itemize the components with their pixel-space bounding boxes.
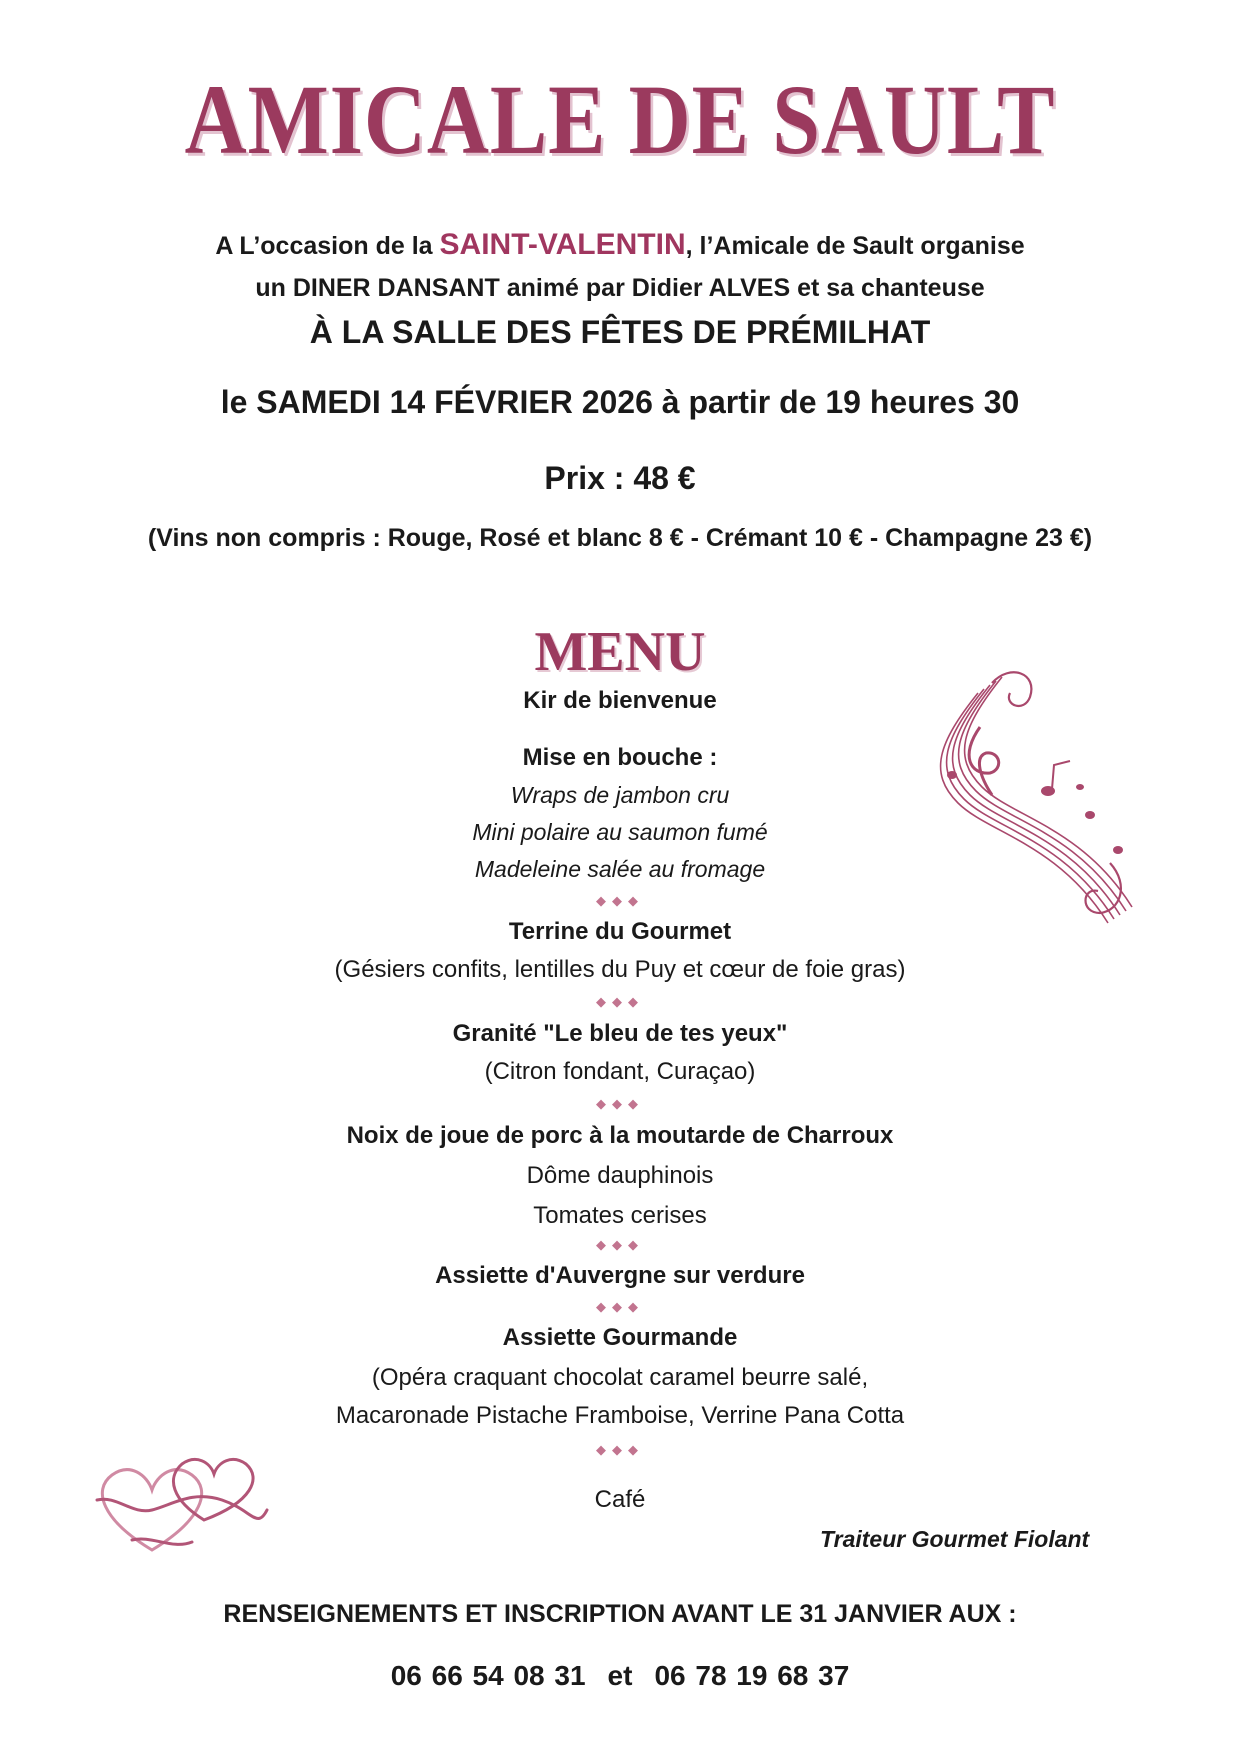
menu-separator: ◆◆◆ xyxy=(596,1096,644,1111)
date-line: le SAMEDI 14 FÉVRIER 2026 à partir de 19 heures 30 xyxy=(220,384,1020,420)
venue-line: À LA SALLE DES FÊTES DE PRÉMILHAT xyxy=(309,314,931,350)
intro-line-2: un DINER DANSANT animé par Didier ALVES et sa chanteuse xyxy=(255,274,985,302)
menu-amuse-item: Wraps de jambon cru xyxy=(510,782,730,808)
phone-conjunction: et xyxy=(607,1660,633,1691)
menu-coffee: Café xyxy=(594,1486,646,1513)
page-title: AMICALE DE SAULT xyxy=(184,64,1056,175)
menu-terrine: Terrine du Gourmet xyxy=(508,918,732,945)
menu-title: MENU xyxy=(534,621,706,683)
registration-info: RENSEIGNEMENTS ET INSCRIPTION AVANT LE 31 JANVIER AUX : xyxy=(223,1600,1017,1628)
menu-amuse-heading: Mise en bouche : xyxy=(522,744,718,771)
price-line: Prix : 48 € xyxy=(544,460,696,496)
hearts-icon xyxy=(92,1440,272,1560)
menu-separator: ◆◆◆ xyxy=(596,893,644,908)
saint-valentin-highlight: SAINT-VALENTIN xyxy=(439,228,686,261)
menu-welcome: Kir de bienvenue xyxy=(523,687,717,714)
music-notes-icon xyxy=(930,665,1160,925)
menu-separator: ◆◆◆ xyxy=(596,1237,644,1252)
intro-line-1 xyxy=(0,228,1240,262)
menu-separator: ◆◆◆ xyxy=(596,1299,644,1314)
phone-number: 06 78 19 68 37 xyxy=(654,1660,850,1691)
menu-amuse-item: Mini polaire au saumon fumé xyxy=(472,819,768,845)
phone-numbers xyxy=(0,1660,1240,1692)
phone-number: 06 66 54 08 31 xyxy=(390,1660,586,1691)
menu-terrine-desc: (Gésiers confits, lentilles du Puy et cœur de foie gras) xyxy=(334,956,906,983)
menu-side: Dôme dauphinois xyxy=(526,1162,714,1189)
menu-separator: ◆◆◆ xyxy=(596,1442,644,1457)
menu-granite: Granité "Le bleu de tes yeux" xyxy=(452,1020,788,1047)
caterer-signature: Traiteur Gourmet Fiolant xyxy=(820,1526,1090,1552)
menu-separator: ◆◆◆ xyxy=(596,994,644,1009)
menu-side: Tomates cerises xyxy=(533,1202,707,1229)
menu-cheese: Assiette d'Auvergne sur verdure xyxy=(435,1262,805,1289)
menu-main-course: Noix de joue de porc à la moutarde de Charroux xyxy=(346,1122,894,1149)
intro-line-1-end: , l’Amicale de Sault organise xyxy=(685,232,1025,260)
menu-dessert-desc: Macaronade Pistache Framboise, Verrine Pana Cotta xyxy=(335,1402,905,1429)
intro-line-1-start: A L’occasion de la xyxy=(215,232,440,260)
menu-dessert-desc: (Opéra craquant chocolat caramel beurre salé, xyxy=(371,1364,869,1391)
menu-amuse-item: Madeleine salée au fromage xyxy=(474,856,766,882)
menu-dessert: Assiette Gourmande xyxy=(502,1324,738,1351)
menu-granite-desc: (Citron fondant, Curaçao) xyxy=(484,1058,756,1085)
wines-line: (Vins non compris : Rouge, Rosé et blanc 8 € - Crémant 10 € - Champagne 23 €) xyxy=(147,524,1093,552)
